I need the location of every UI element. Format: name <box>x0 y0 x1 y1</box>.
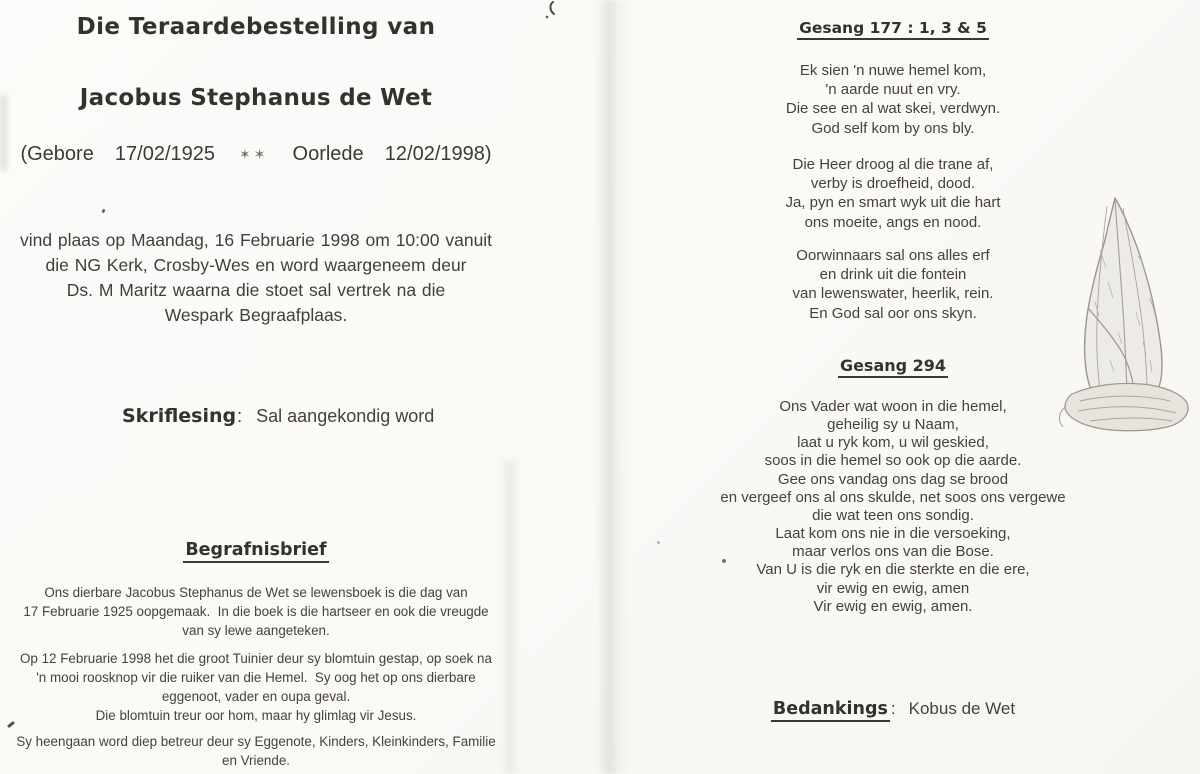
ink-speck <box>657 541 660 544</box>
gesang-177-heading: Gesang 177 : 1, 3 & 5 <box>651 19 1135 40</box>
deceased-name: Jacobus Stephanus de Wet <box>79 85 433 111</box>
scan-edge-smudge <box>0 95 7 170</box>
gesang-177-verse-2: Die Heer droog al die trane af, verby is droefheid, dood. Ja, pyn en smart wyk uit die hart ons moeite, angs en nood. <box>785 156 1001 231</box>
gesang-294-text: Ons Vader wat woon in die hemel, geheilig sy u Naam, laat u ryk kom, u wil geskied, soos in die hemel so ook op die aarde. Gee ons vandag ons dag se brood en vergeef ons al ons skulde, net soos ons vergewe die wat teen ons sondig. Laat kom ons nie in die versoeking, maar verlos ons van die Bose. Van U is die ryk en die sterkte en die ere, vir ewig en ewig, amen Vir ewig en ewig, amen. <box>720 398 1066 615</box>
bedankings-line <box>651 699 1135 722</box>
scan-shadow-streak <box>500 460 520 774</box>
ink-speck <box>7 721 15 728</box>
bedankings-value: Kobus de Wet <box>908 699 1016 718</box>
skriflesing-value: Sal aangekondig word <box>256 406 435 426</box>
birth-death-dates <box>15 143 497 166</box>
gesang-177-verse-3: Oorwinnaars sal ons alles erf en drink uit die fontein van lewenswater, heerlik, rein. En God sal oor ons skyn. <box>792 247 994 322</box>
died-date: Oorlede 12/02/1998) <box>292 143 492 165</box>
service-details: vind plaas op Maandag, 16 Februarie 1998 om 10:00 vanuit die NG Kerk, Crosby-Wes en word waargeneem deur Ds. M Maritz waarna die stoet sal vertrek na die Wespark Begraafplaas. <box>19 230 493 325</box>
praying-hands-icon <box>1050 190 1198 435</box>
obituary-paragraph-3: Sy heengaan word diep betreur deur sy Eggenote, Kinders, Kleinkinders, Familie en Vriende. <box>16 734 496 768</box>
gesang-294-heading: Gesang 294 <box>651 356 1135 378</box>
ink-mark <box>541 1 561 26</box>
skriflesing-label: Skriflesing <box>122 405 237 427</box>
begrafnisbrief-heading: Begrafnisbrief <box>15 539 497 563</box>
gesang-177-verse-1: Ek sien 'n nuwe hemel kom, 'n aarde nuut en vry. Die see en al wat skei, verdwyn. God self kom by ons bly. <box>785 62 1001 137</box>
bedankings-label: Bedankings <box>771 699 890 722</box>
stars-separator-icon: ✶✶ <box>239 146 269 162</box>
born-date: (Gebore 17/02/1925 <box>20 143 216 165</box>
obituary-paragraph-1: Ons dierbare Jacobus Stephanus de Wet se lewensboek is die dag van 17 Februarie 1925 oopgemaak. In die boek is die hartseer en ook die vreugde van sy lewe aangeteken. <box>23 585 489 638</box>
ink-speck <box>101 209 105 214</box>
program-title: Die Teraardebestelling van <box>76 14 436 40</box>
scripture-reading-line <box>122 405 434 427</box>
bedankings-colon: : <box>890 699 896 718</box>
ink-speck <box>722 559 726 563</box>
skriflesing-colon: : <box>237 406 243 426</box>
page-fold-seam <box>596 0 630 774</box>
obituary-paragraph-2: Op 12 Februarie 1998 het die groot Tuinier deur sy blomtuin gestap, op soek na 'n mooi roosknop vir die ruiker van die Hemel. Sy oog het op ons dierbare eggenoot, vader en oupa geval. Die blomtuin treur oor hom, maar hy glimlag vir Jesus. <box>20 651 492 723</box>
